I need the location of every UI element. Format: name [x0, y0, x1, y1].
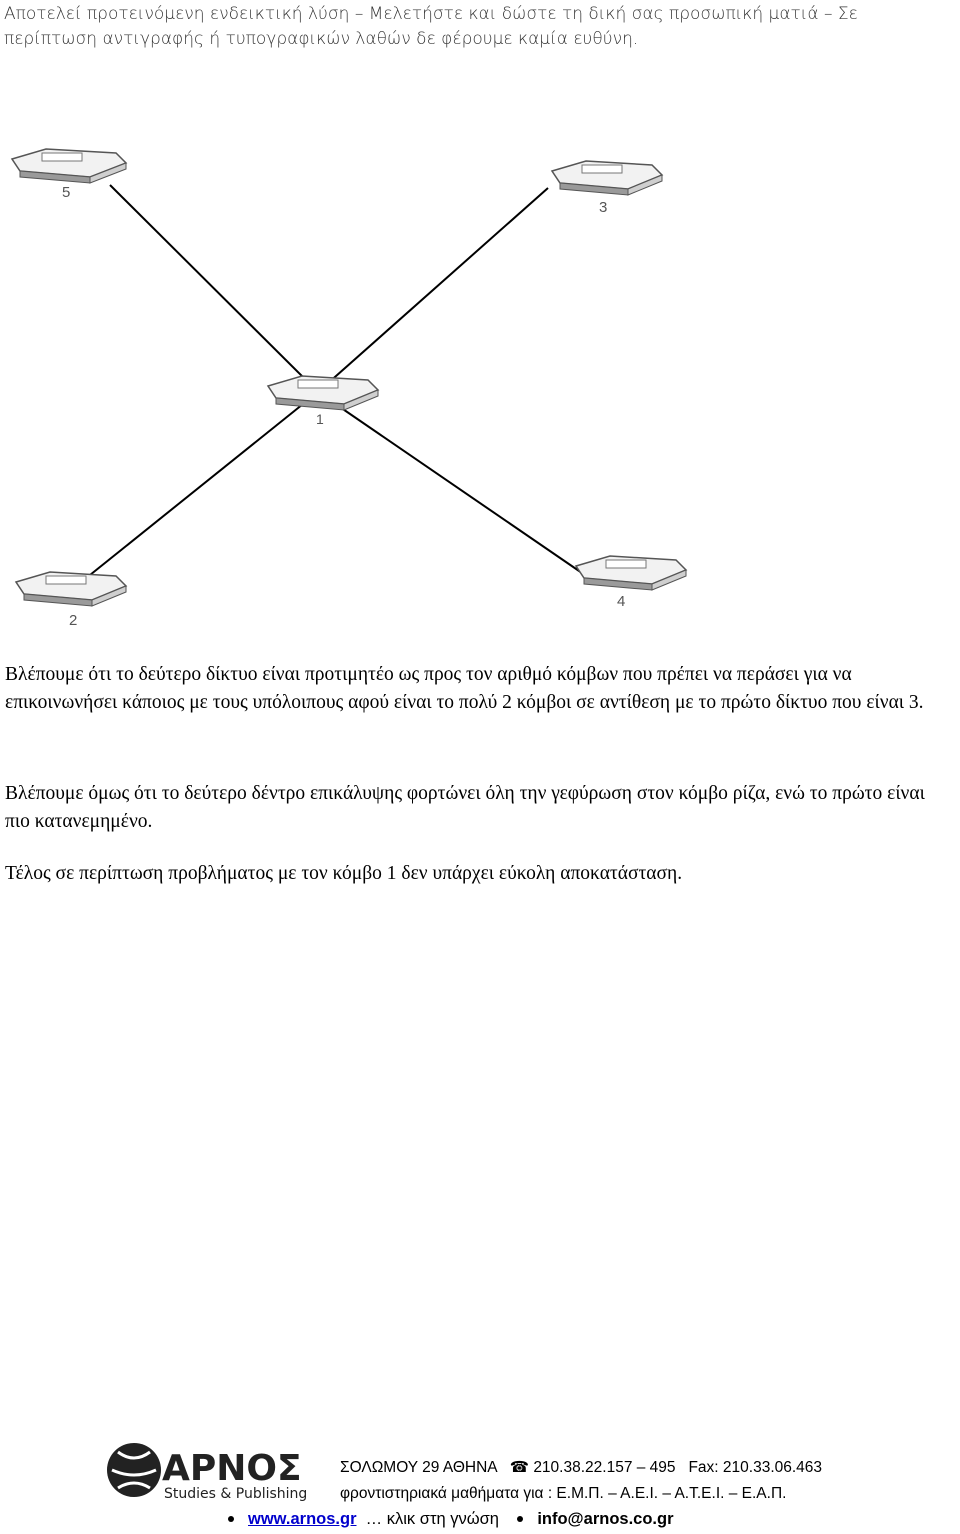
bullet-icon [228, 1516, 234, 1522]
node-2-icon [16, 572, 126, 606]
link-1-5 [110, 185, 318, 392]
paragraph-hop-count: Βλέπουμε ότι το δεύτερο δίκτυο είναι προτιμητέο ως προς τον αριθμό κόμβων που πρέπει να περάσει για να επικοινωνήσει κάποιος με τους υπόλοιπους αφού είναι το πολύ 2 κόμβοι σε αντίθεση με το πρώτο δίκτυο που είναι 3. [5, 664, 924, 713]
node-3-icon [552, 161, 662, 195]
link-1-2 [80, 392, 318, 583]
logo-tagline: Studies & Publishing [164, 1486, 308, 1502]
website-link[interactable]: www.arnos.gr [248, 1510, 357, 1528]
footer-links-line [228, 1510, 674, 1529]
node-2-label: 2 [69, 612, 78, 629]
footer-slogan: … κλικ στη γνώση [365, 1510, 499, 1528]
footer-courses: φροντιστηριακά μαθήματα για : Ε.Μ.Π. – Α.Ε.Ι. – Α.Τ.Ε.Ι. – Ε.Α.Π. [340, 1485, 787, 1502]
node-3-label: 3 [599, 199, 608, 216]
node-1-icon [268, 376, 378, 410]
node-4-label: 4 [617, 593, 626, 610]
arnos-logo [104, 1440, 324, 1502]
node-5-label: 5 [62, 184, 71, 201]
footer-fax: Fax: 210.33.06.463 [688, 1459, 823, 1476]
node-1-label: 1 [316, 411, 324, 427]
node-5-icon [12, 149, 126, 183]
paragraph-recovery: Τέλος σε περίπτωση προβλήματος με τον κόμβο 1 δεν υπάρχει εύκολη αποκατάσταση. [5, 863, 683, 884]
paragraph-root-load: Βλέπουμε όμως ότι το δεύτερο δέντρο επικάλυψης φορτώνει όλη την γεφύρωση στον κόμβο ρίζα, ενώ το πρώτο είναι πιο κατανεμημένο. [5, 783, 925, 832]
network-diagram [0, 130, 960, 650]
logo-name: ΑΡΝΟΣ [162, 1448, 302, 1489]
node-4-icon [576, 556, 686, 590]
link-1-4 [318, 392, 582, 573]
bullet-icon [517, 1516, 523, 1522]
footer-address: ΣΟΛΩΜΟΥ 29 ΑΘΗΝΑ [340, 1459, 497, 1476]
footer-phone: 210.38.22.157 – 495 [533, 1459, 676, 1476]
phone-icon: ☎ [509, 1459, 529, 1476]
header-notice: Αποτελεί προτεινόμενη ενδεικτική λύση – Μελετήστε και δώστε τη δική σας προσωπική ματιά – Σε περίπτωση αντιγραφής ή τυπογραφικών λαθών δε φέρουμε καμία ευθύνη. [4, 4, 858, 49]
email-link[interactable]: info@arnos.co.gr [537, 1510, 674, 1528]
footer-contact-line [340, 1458, 822, 1477]
link-1-3 [318, 188, 548, 392]
